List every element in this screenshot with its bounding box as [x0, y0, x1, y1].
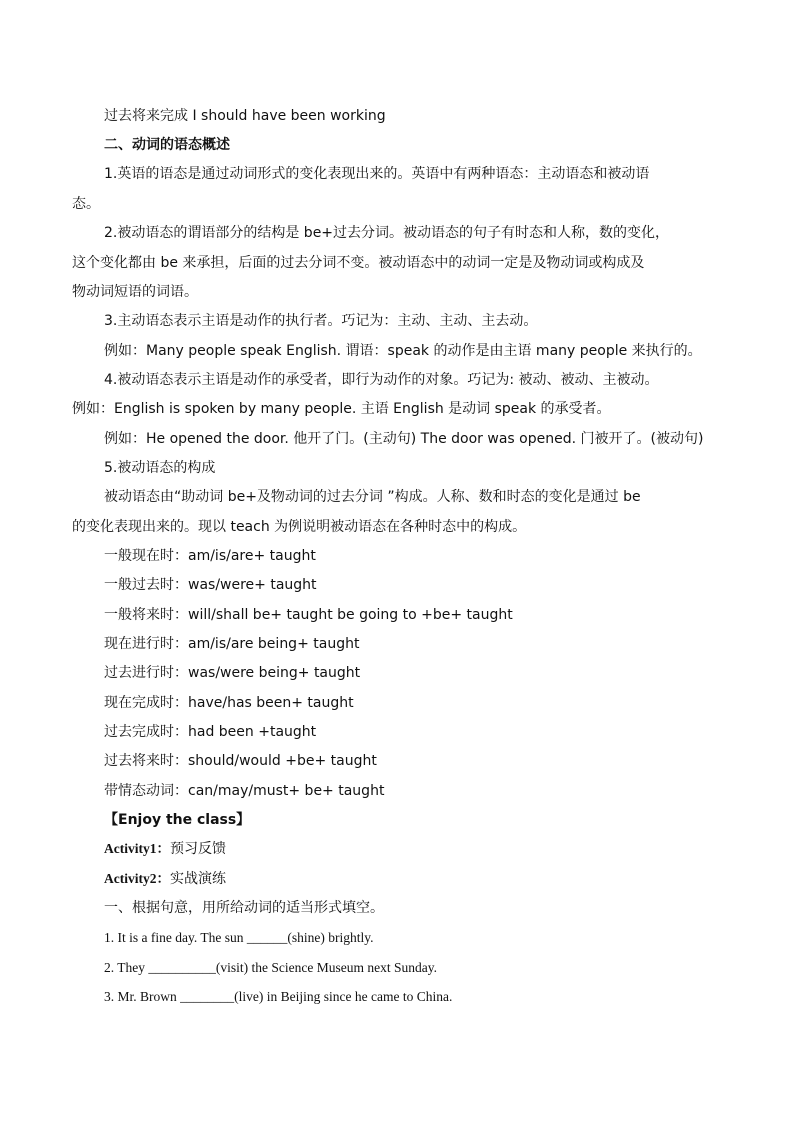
- tense-line: 现在完成时：have/has been+ taught: [104, 695, 354, 711]
- activity-label: Activity2：: [104, 871, 170, 886]
- exercise-question: 3. Mr. Brown ________(live) in Beijing since he came to China.: [104, 989, 453, 1004]
- section-heading: 二、动词的语态概述: [104, 137, 230, 153]
- activity-text: 实战演练: [169, 871, 226, 887]
- tense-line: 现在进行时：am/is/are being+ taught: [104, 636, 360, 652]
- tense-line: 一般现在时：am/is/are+ taught: [104, 548, 316, 564]
- tense-line: 过去将来时：should/would +be+ taught: [104, 753, 377, 769]
- activity-line: [104, 839, 226, 859]
- exercise-title: 一、根据句意，用所给动词的适当形式填空。: [104, 900, 384, 916]
- paragraph-line: 这个变化都由 be 来承担，后面的过去分词不变。被动语态中的动词一定是及物动词或构成及: [72, 255, 645, 271]
- paragraph-line: 3.主动语态表示主语是动作的执行者。巧记为：主动、主动、主去动。: [104, 313, 538, 329]
- activity-line: [104, 869, 226, 889]
- tense-line: 一般将来时：will/shall be+ taught be going to +be+ taught: [104, 607, 513, 623]
- paragraph-line: 2.被动语态的谓语部分的结构是 be+过去分词。被动语态的句子有时态和人称，数的变化，: [104, 225, 670, 241]
- paragraph-line: 的变化表现出来的。现以 teach 为例说明被动语态在各种时态中的构成。: [72, 519, 527, 535]
- exercise-question: 2. They __________(visit) the Science Museum next Sunday.: [104, 960, 437, 975]
- example-line: 例如：English is spoken by many people. 主语 English 是动词 speak 的承受者。: [72, 401, 611, 417]
- paragraph-line: 1.英语的语态是通过动词形式的变化表现出来的。英语中有两种语态：主动语态和被动语: [104, 166, 650, 182]
- tense-line: 过去完成时：had been +taught: [104, 724, 317, 740]
- text-line: 过去将来完成 I should have been working: [104, 108, 386, 124]
- paragraph-line: 物动词短语的词语。: [72, 284, 198, 300]
- activity-label: Activity1：: [104, 841, 170, 856]
- tense-line: 一般过去时：was/were+ taught: [104, 577, 317, 593]
- paragraph-line: 被动语态由“助动词 be+及物动词的过去分词 ”构成。人称、数和时态的变化是通过 be: [104, 489, 641, 505]
- example-line: 例如：He opened the door. 他开了门。(主动句) The door was opened. 门被开了。(被动句): [104, 431, 704, 447]
- tense-line: 过去进行时：was/were being+ taught: [104, 665, 361, 681]
- example-line: 例如：Many people speak English. 谓语：speak 的动作是由主语 many people 来执行的。: [104, 343, 702, 359]
- paragraph-line: 4.被动语态表示主语是动作的承受者，即行为动作的对象。巧记为: 被动、被动、主被动。: [104, 372, 659, 388]
- activity-text: 预习反馈: [169, 841, 226, 857]
- paragraph-line: 态。: [72, 196, 100, 212]
- exercise-question: 1. It is a fine day. The sun ______(shine) brightly.: [104, 930, 374, 945]
- enjoy-class-heading: 【Enjoy the class】: [104, 812, 251, 828]
- subsection-title: 5.被动语态的构成: [104, 460, 216, 476]
- tense-line: 带情态动词：can/may/must+ be+ taught: [104, 783, 385, 799]
